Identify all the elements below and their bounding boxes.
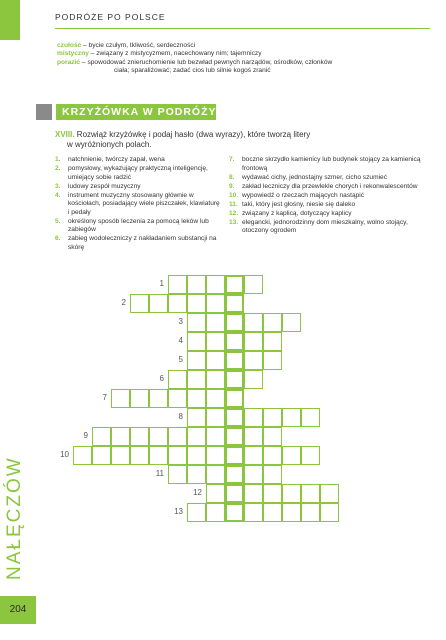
glossary-sep: – — [80, 58, 88, 66]
crossword-cell[interactable] — [263, 503, 282, 522]
crossword-row-number: 10 — [60, 450, 69, 459]
crossword-cell[interactable] — [263, 332, 282, 351]
clue-text: wypowiedź o rzeczach mających nastąpić — [242, 191, 365, 199]
crossword-cell[interactable] — [130, 294, 149, 313]
glossary-term: porazić — [57, 58, 81, 66]
crossword-cell[interactable] — [244, 370, 263, 389]
clue-text: taki, który jest głośny, niesie się daleko — [242, 200, 356, 208]
crossword-cell[interactable] — [168, 446, 187, 465]
crossword-cell[interactable] — [263, 484, 282, 503]
crossword-cell[interactable] — [149, 294, 168, 313]
crossword-cell[interactable] — [263, 351, 282, 370]
crossword-cell[interactable] — [320, 503, 339, 522]
clue-text: elegancki, jednorodzinny dom mieszkalny, wolno stojący, otoczony ogrodem — [242, 218, 408, 234]
crossword-key-cell[interactable] — [225, 275, 244, 294]
section-title: KRZYŻÓWKA W PODRÓŻY — [62, 106, 217, 118]
crossword-key-cell[interactable] — [225, 503, 244, 522]
clue-number: 10. — [229, 191, 239, 199]
crossword-cell[interactable] — [111, 427, 130, 446]
crossword-cell[interactable] — [206, 294, 225, 313]
clue-text: ludowy zespół muzyczny — [68, 182, 141, 190]
crossword-cell[interactable] — [168, 389, 187, 408]
crossword-cell[interactable] — [92, 427, 111, 446]
crossword-cell[interactable] — [244, 332, 263, 351]
clue-text: zabieg wodoleczniczy z nakładaniem substancji na skórę — [68, 235, 217, 251]
crossword-row-number: 13 — [174, 507, 183, 516]
task-text-continued: w wyróżnionych polach. — [67, 140, 152, 149]
crossword-cell[interactable] — [111, 446, 130, 465]
crossword-cell[interactable] — [92, 446, 111, 465]
crossword-cell[interactable] — [149, 389, 168, 408]
crossword-key-cell[interactable] — [225, 446, 244, 465]
crossword-cell[interactable] — [130, 427, 149, 446]
clue-text: pomysłowy, wykazujący praktyczną inteligencję, umiejący sobie radzić — [68, 165, 208, 181]
crossword-cell[interactable] — [301, 446, 320, 465]
crossword-cell[interactable] — [187, 446, 206, 465]
crossword-key-cell[interactable] — [225, 351, 244, 370]
clue-number: 8. — [229, 173, 235, 181]
crossword-cell[interactable] — [263, 408, 282, 427]
crossword-cell[interactable] — [206, 313, 225, 332]
task-text: Rozwiąż krzyżówkę i podaj hasło (dwa wyrazy), które tworzą litery — [76, 130, 311, 139]
crossword-row-number: 11 — [155, 469, 164, 478]
clue-text: związany z kaplicą, dotyczący kaplicy — [242, 209, 352, 217]
crossword-cell[interactable] — [263, 446, 282, 465]
crossword-cell[interactable] — [187, 294, 206, 313]
task-number: XVIII. — [55, 130, 75, 139]
crossword-row-number: 12 — [193, 488, 202, 497]
crossword-cell[interactable] — [168, 275, 187, 294]
crossword-cell[interactable] — [244, 408, 263, 427]
crossword-cell[interactable] — [282, 484, 301, 503]
crossword-row-number: 5 — [178, 355, 183, 364]
glossary-term: czułość — [57, 42, 82, 49]
glossary-term: mistyczny — [57, 50, 89, 58]
glossary-definition: bycie czułym, tkliwość, serdeczności — [88, 42, 196, 49]
clue-text: natchnienie, twórczy zapał, wena — [68, 156, 165, 163]
clue-text: zakład leczniczy dla przewlekle chorych i rekonwalescentów — [242, 182, 418, 190]
crossword-cell[interactable] — [206, 427, 225, 446]
glossary-sep: – — [81, 42, 89, 49]
page-number: 204 — [9, 604, 27, 615]
clue-text: boczne skrzydło kamienicy lub budynek stojący za kamienicą frontową — [242, 156, 421, 172]
crossword-cell[interactable] — [244, 446, 263, 465]
crossword-cell[interactable] — [73, 446, 92, 465]
crossword-key-cell[interactable] — [225, 313, 244, 332]
crossword-cell[interactable] — [244, 484, 263, 503]
crossword-cell[interactable] — [301, 484, 320, 503]
crossword-cell[interactable] — [187, 313, 206, 332]
clue-text: wydawać cichy, jednostajny szmer, cicho szumieć — [242, 173, 387, 181]
crossword-cell[interactable] — [149, 427, 168, 446]
clue-text: określony sposób leczenia za pomocą leków lub zabiegów — [68, 217, 209, 233]
crossword-cell[interactable] — [206, 389, 225, 408]
crossword-key-cell[interactable] — [225, 332, 244, 351]
crossword-cell[interactable] — [206, 484, 225, 503]
crossword-cell[interactable] — [244, 427, 263, 446]
crossword-row-number: 3 — [178, 317, 183, 326]
crossword-row-number: 7 — [102, 393, 107, 402]
clue-number: 12. — [229, 209, 239, 217]
crossword-cell[interactable] — [263, 313, 282, 332]
crossword-cell[interactable] — [282, 408, 301, 427]
crossword-cell[interactable] — [187, 389, 206, 408]
glossary-definition: związany z mistycyzmem, nacechowany nim; tajemniczy — [96, 50, 262, 58]
crossword-cell[interactable] — [130, 446, 149, 465]
crossword-cell[interactable] — [168, 294, 187, 313]
crossword-cell[interactable] — [206, 275, 225, 294]
crossword-cell[interactable] — [206, 446, 225, 465]
crossword-cell[interactable] — [263, 427, 282, 446]
crossword-key-cell[interactable] — [225, 427, 244, 446]
side-title: NAŁĘCZÓW — [4, 456, 25, 580]
clue-number: 3. — [55, 182, 61, 190]
clue-number: 9. — [229, 182, 235, 190]
crossword-cell[interactable] — [206, 503, 225, 522]
crossword-cell[interactable] — [282, 313, 301, 332]
crossword-key-cell[interactable] — [225, 465, 244, 484]
crossword-row-number: 8 — [178, 412, 183, 421]
clue-number: 5. — [55, 217, 61, 225]
crossword-cell[interactable] — [168, 465, 187, 484]
crossword-cell[interactable] — [168, 427, 187, 446]
crossword-cell[interactable] — [244, 275, 263, 294]
crossword-cell[interactable] — [187, 503, 206, 522]
crossword-cell[interactable] — [301, 503, 320, 522]
clue-number: 1. — [55, 156, 61, 163]
clue-number: 6. — [55, 235, 61, 242]
crossword-cell[interactable] — [263, 465, 282, 484]
clue-number: 13. — [229, 218, 239, 226]
glossary-definition: ciała; sparaliżować; zadać cios lub silnie kogoś zranić — [114, 67, 271, 75]
crossword-key-cell[interactable] — [225, 484, 244, 503]
crossword-cell[interactable] — [187, 427, 206, 446]
crossword-cell[interactable] — [187, 408, 206, 427]
crossword-cell[interactable] — [282, 503, 301, 522]
crossword-cell[interactable] — [206, 408, 225, 427]
crossword-cell[interactable] — [282, 446, 301, 465]
crossword-cell[interactable] — [244, 503, 263, 522]
crossword-key-cell[interactable] — [225, 294, 244, 313]
crossword-cell[interactable] — [206, 351, 225, 370]
crossword-row-number: 1 — [159, 279, 164, 288]
crossword-cell[interactable] — [187, 465, 206, 484]
crossword-cell[interactable] — [187, 332, 206, 351]
clue-text: instrument muzyczny stosowany głównie w kościołach, posiadający wiele piszczałek, klawiaturę i pedały — [68, 191, 220, 216]
clue-number: 11. — [229, 200, 238, 208]
crossword-cell[interactable] — [149, 446, 168, 465]
crossword-cell[interactable] — [111, 389, 130, 408]
clue-number: 7. — [229, 156, 235, 163]
crossword-cell[interactable] — [301, 408, 320, 427]
glossary-definition: spowodować znieruchomienie lub bezwład pewnych narządów, ośrodków, członków — [87, 58, 333, 66]
crossword-row-number: 4 — [178, 336, 183, 345]
crossword-cell[interactable] — [130, 389, 149, 408]
clue-number: 4. — [55, 191, 61, 199]
crossword-cell[interactable] — [206, 465, 225, 484]
crossword-row-number: 2 — [121, 298, 126, 307]
crossword-cell[interactable] — [244, 313, 263, 332]
crossword-cell[interactable] — [206, 332, 225, 351]
crossword-cell[interactable] — [168, 370, 187, 389]
crossword-cell[interactable] — [320, 484, 339, 503]
crossword-row-number: 6 — [159, 374, 164, 383]
crossword-cell[interactable] — [206, 370, 225, 389]
crossword-cell[interactable] — [244, 351, 263, 370]
crossword-cell[interactable] — [244, 465, 263, 484]
glossary-sep: – — [88, 50, 97, 58]
clue-number: 2. — [55, 165, 61, 172]
crossword-key-cell[interactable] — [225, 408, 244, 427]
crossword-row-number: 9 — [83, 431, 88, 440]
crossword-key-cell[interactable] — [225, 370, 244, 389]
running-header: PODRÓŻE PO POLSCE — [55, 12, 166, 22]
crossword-cell[interactable] — [187, 275, 206, 294]
crossword-cell[interactable] — [187, 370, 206, 389]
crossword-cell[interactable] — [187, 351, 206, 370]
crossword-key-cell[interactable] — [225, 389, 244, 408]
